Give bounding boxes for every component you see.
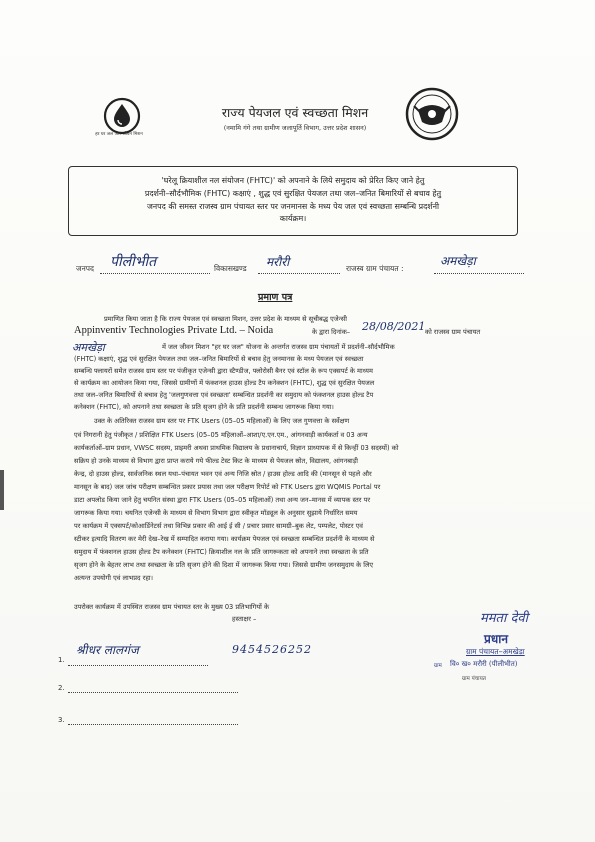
signature-row-1-number: 1. [58, 656, 65, 664]
signature-row-3-number: 3. [58, 716, 65, 724]
signature-row-1-phone: 9454526252 [232, 643, 312, 656]
body-line-8: कनेक्शन (FHTC), को अपनाने तथा स्वच्छता के प्रति सृजग होने के प्रति प्रदर्शनी सम्बन्ध जागरूक किया गया। [74, 403, 334, 411]
stamp-block: वि० ख० मरौरी (पीलीभीत) [450, 660, 518, 668]
panchayat-value: अमखेड़ा [440, 254, 476, 268]
signature-row-1-name: श्रीधर लालगंज [76, 643, 139, 657]
scan-edge-mark [0, 470, 4, 510]
body-line-9: उक्त के अतिरिक्त राजस्व ग्राम स्तर पर FTK Users (05–05 महिलाओं) के लिए जल गुणवत्ता के सर्वेक्षण [94, 417, 350, 425]
body-line-1: प्रमाणित किया जाता है कि राज्य पेयजल एवं स्वच्छता मिशन, उत्तर प्रदेश के माध्यम से सूचीबद्ध एजेन्सी [104, 315, 347, 323]
logo-left-caption: हर घर जल जल जीवन मिशन [95, 132, 143, 137]
block-value: मरौरी [266, 255, 290, 269]
signature-row-3-line [68, 714, 238, 725]
campaign-line-1: 'घरेलू क्रियाशील नल संयोजन (FHTC)' को अपनाने के लिये समुदाय को प्रेरित किए जाने हेतु [161, 176, 425, 185]
body-line-21: अत्यन्त उपयोगी एवं लाभप्रद रहा। [74, 574, 154, 582]
date-prefix: के द्वारा दिनांक– [312, 328, 351, 336]
body-line-5: सम्बन्धि फ्लायरों समेत राजस्व ग्राम स्तर पर पंजीकृत एजेन्सी द्वारा स्टैण्डीज, फ्लोरोसी बैनर एवं स्टॉल के रूप एक्सपर्ट के माध्यम [74, 367, 373, 375]
body-line-2-end: को राजस्व ग्राम पंचायत [425, 328, 481, 336]
body-line-13: केन्द्र, दो हाउस होल्ड, सार्वजनिक स्थल यथा–पंचायत भवन एवं अन्य निजि स्रोत / हाउस होल्ड आदि की (मानसून से पहले और [74, 470, 372, 478]
signature-row-2-number: 2. [58, 684, 65, 692]
stamp-panchayat: ग्राम पंचायत–अमखेड़ा [466, 647, 525, 656]
campaign-line-3: जनपद की समस्त राजस्व ग्राम पंचायत स्तर पर जनमानस के मध्य पेय जल एवं स्वच्छता सम्बन्धि प्रदर्शनी [146, 201, 440, 211]
body-line-18: स्टीकर इत्यादि वितरण कर मेरी देख–रेख में सम्पादित कराया गया। कार्यक्रम पेयजल एवं स्वच्छता सम्बन्धित प्रदर्शनी के माध्यम से [74, 535, 375, 543]
body-line-14: मानसून के बाद) जल जांच परीक्षण सम्बन्धित प्रकार प्रयास तथा जल परीक्षण रिपोर्ट को FTK Users द्वारा WQMIS Portal पर [74, 483, 381, 491]
body-line-10: एवं निगरानी हेतु पंजीकृत / प्रशिक्षित FTK Users (05–05 महिलाओं–आशा/ए.एन.एम., आंगनवाड़ी कार्यकर्ता व 03 अन्य [74, 431, 368, 439]
campaign-line-2: प्रदर्शनी–सौर्दभौमिक (FHTC) कक्षाएं , शुद्ध एवं सुरक्षित पेयजल तथा जल–जनित बिमारियों से बचाव हेतु [144, 188, 442, 198]
page-subtitle: (नमामि गंगे तथा ग्रामीण जलापूर्ति विभाग, उत्तर प्रदेश शासन) [223, 124, 367, 132]
pradhan-signature: ममता देवी [480, 611, 528, 626]
stamp-title: प्रधान [484, 632, 508, 646]
district-value: पीलीभीत [110, 254, 157, 270]
body-line-19: समुदाय में फंक्शनल हाउस होल्ड टैप कनेक्शन (FHTC) क्रियाशील नल के प्रति जागरूकता को अपनाने तथा स्वच्छता के प्रति [74, 548, 369, 556]
body-line-4: (FHTC) कक्षाएं, शुद्ध एवं सुरक्षित पेयजल तथा जल–जनित बिमारियों से बचाव हेतु जनमानस के मध्य पेयजल एवं स्वच्छता [74, 355, 364, 363]
body-line-20: सृजग होने के बेहतर लाभ तथा स्वच्छता के प्रति सृजग होने की दिशा में जागरूक किया गया। जिससे ग्रामीण जनसमुदाय के लिए [74, 561, 374, 569]
certificate-title: प्रमाण पत्र [258, 292, 293, 303]
body-line-3: में जल जीवन मिशन "हर घर जल" योजना के अन्तर्गत राजस्व ग्राम पंचायतों में प्रदर्शनी–सौर्दभौमिक [162, 343, 395, 351]
stamp-bottom-label: ग्राम पंचायत [462, 676, 486, 682]
body-line-12: सक्रिय हो उनके माध्यम से विभाग द्वारा प्राप्त कराये गये फील्ड टेस्ट किट के माध्यम से पेयजल स्रोत, विद्यालय, आंगनबाड़ी [74, 457, 358, 465]
body-line-17: पर कार्यक्रम में एक्सपर्ट/कोआर्डिनेटर्स तथा विभिन्न प्रकार की आई ई सी / प्रचार प्रसार सामग्री–बुक लेट, पम्पलेट, पोस्टर एवं [74, 522, 363, 530]
signatures-intro-2: हस्ताक्षर – [232, 615, 257, 623]
page-title: राज्य पेयजल एवं स्वच्छता मिशन [221, 105, 369, 120]
district-label: जनपद [76, 264, 94, 273]
campaign-description-box [68, 166, 518, 236]
body-line-11: कार्यकर्ताओं–ग्राम प्रधान, VWSC सदस्य, प्राइमरी अथवा प्राथमिक विद्यालय के प्रधानाचार्य, विज्ञान प्राध्यापक में से किन्हीं 03 सदस्यों) को [74, 444, 399, 452]
panchayat-label: राजस्व ग्राम पंचायत : [346, 264, 404, 273]
body-line-6: से कार्यक्रम का आयोजन किया गया, जिससे ग्रामीणों में फंक्शनल हाउस होल्ड टैप कनेक्शन (FHTC), शुद्ध एवं सुरक्षित पेयजल [74, 379, 375, 387]
body-line-15: डाटा अपलोड किया जाने हेतु चयनित संस्था द्वारा FTK Users (05–05 महिलाओं) तथा अन्य जन–मानस में व्यापक स्तर पर [74, 496, 371, 504]
signatures-intro: उपरोक्त कार्यक्रम में उपस्थित राजस्व ग्राम पंचायत स्तर के मुख्य 03 प्रतिभागियों के [74, 603, 270, 611]
block-label: विकासखण्ड [214, 264, 247, 273]
event-date: 28/08/2021 [362, 320, 426, 333]
body-line-7: तथा जल–जनित बिमारियों से बचाव हेतु 'जलगुणवत्ता एवं स्वच्छता' सम्बन्धित प्रदर्शनी का समुदाय को फंक्शनल हाउस होल्ड टैप [74, 391, 374, 399]
agency-name: Appinventiv Technologies Private Ltd. – Noida [74, 325, 274, 336]
campaign-line-4: कार्यक्रम। [279, 214, 307, 224]
up-government-emblem-icon [404, 86, 460, 146]
stamp-side-label: ग्राम [434, 663, 442, 669]
village-name-handwritten: अमखेड़ा [72, 341, 105, 354]
signature-row-2-line [68, 682, 238, 693]
body-line-16: जागरूक किया गया। चयनित एजेन्सी के माध्यम से विभाग विभाग द्वारा स्वीकृत मॉड्यूल के अनुसार सुझाये निर्धारित समय [74, 509, 358, 517]
